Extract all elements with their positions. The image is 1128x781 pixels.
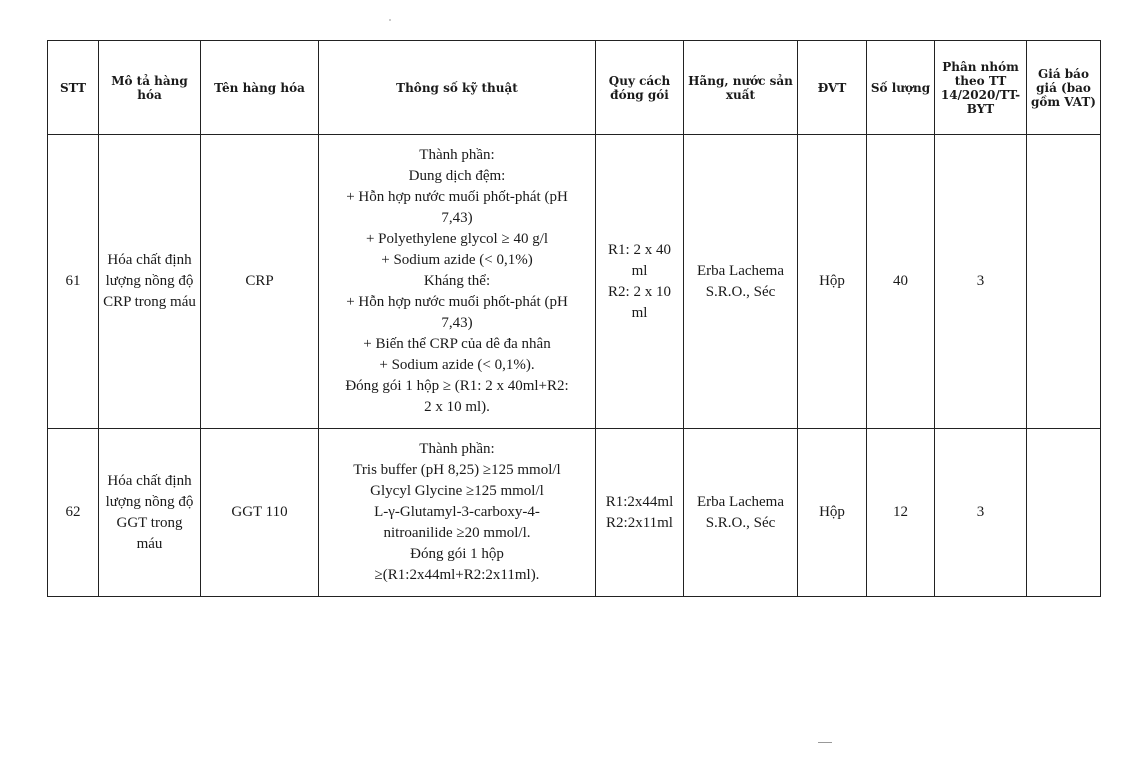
spec-line: 2 x 10 ml). — [424, 399, 490, 415]
header-quantity: Số lượng — [867, 41, 935, 135]
spec-line: L-γ-Glutamyl-3-carboxy-4- — [374, 504, 540, 520]
cell-quantity: 40 — [867, 135, 935, 429]
cell-description: Hóa chất định lượng nồng độ CRP trong máu — [99, 135, 201, 429]
cell-price — [1027, 429, 1101, 597]
packaging-line: R1: 2 x 40 — [608, 241, 671, 258]
spec-line: + Sodium azide (< 0,1%) — [381, 252, 533, 268]
spec-line: Kháng thể: — [423, 273, 491, 289]
spec-line: nitroanilide ≥20 mmol/l. — [383, 525, 531, 541]
cell-manufacturer: Erba Lachema S.R.O., Séc — [684, 429, 798, 597]
cell-unit: Hộp — [798, 135, 867, 429]
spec-line: + Sodium azide (< 0,1%). — [379, 357, 535, 373]
price-quote-table — [47, 40, 1101, 597]
table-row — [48, 135, 1101, 429]
cell-specs — [319, 135, 596, 429]
spec-line: ≥(R1:2x44ml+R2:2x11ml). — [374, 567, 540, 583]
spec-line: 7,43) — [441, 315, 473, 331]
header-group: Phân nhóm theo TT 14/2020/TT-BYT — [935, 41, 1027, 135]
header-price: Giá báo giá (bao gồm VAT) — [1027, 41, 1101, 135]
packaging-line: ml — [631, 262, 648, 279]
header-description: Mô tả hàng hóa — [99, 41, 201, 135]
cell-quantity: 12 — [867, 429, 935, 597]
spec-line: Dung dịch đệm: — [408, 168, 506, 184]
cell-stt: 62 — [48, 429, 99, 597]
packaging-line: R2: 2 x 10 — [608, 283, 671, 300]
cell-description: Hóa chất định lượng nồng độ GGT trong máu — [99, 429, 201, 597]
scan-dash — [818, 742, 832, 743]
cell-group: 3 — [935, 135, 1027, 429]
spec-line: Đóng gói 1 hộp — [410, 546, 504, 562]
header-row — [48, 41, 1101, 135]
scan-speck — [389, 19, 391, 21]
packaging-line: R2:2x11ml — [606, 514, 673, 531]
spec-line: + Biến thể CRP của dê đa nhân — [363, 336, 551, 352]
header-manufacturer: Hãng, nước sản xuất — [684, 41, 798, 135]
packaging-line: R1:2x44ml — [605, 493, 674, 510]
spec-line: Glycyl Glycine ≥125 mmol/l — [370, 483, 544, 499]
header-name: Tên hàng hóa — [201, 41, 319, 135]
packaging-line: ml — [631, 304, 648, 321]
cell-specs — [319, 429, 596, 597]
spec-line: 7,43) — [441, 210, 473, 226]
spec-line: Đóng gói 1 hộp ≥ (R1: 2 x 40ml+R2: — [345, 378, 569, 394]
table-row — [48, 429, 1101, 597]
header-stt: STT — [48, 41, 99, 135]
spec-line: + Hỗn hợp nước muối phốt-phát (pH — [346, 189, 568, 205]
header-packaging: Quy cách đóng gói — [596, 41, 684, 135]
cell-price — [1027, 135, 1101, 429]
spec-line: + Polyethylene glycol ≥ 40 g/l — [365, 231, 549, 247]
cell-manufacturer: Erba Lachema S.R.O., Séc — [684, 135, 798, 429]
spec-line: Thành phần: — [419, 441, 495, 457]
cell-packaging — [596, 135, 684, 429]
cell-name: GGT 110 — [201, 429, 319, 597]
cell-stt: 61 — [48, 135, 99, 429]
spec-line: + Hỗn hợp nước muối phốt-phát (pH — [346, 294, 568, 310]
cell-unit: Hộp — [798, 429, 867, 597]
cell-packaging — [596, 429, 684, 597]
cell-group: 3 — [935, 429, 1027, 597]
header-unit: ĐVT — [798, 41, 867, 135]
spec-line: Tris buffer (pH 8,25) ≥125 mmol/l — [353, 462, 561, 478]
header-specs: Thông số kỹ thuật — [319, 41, 596, 135]
spec-line: Thành phần: — [419, 147, 495, 163]
cell-name: CRP — [201, 135, 319, 429]
